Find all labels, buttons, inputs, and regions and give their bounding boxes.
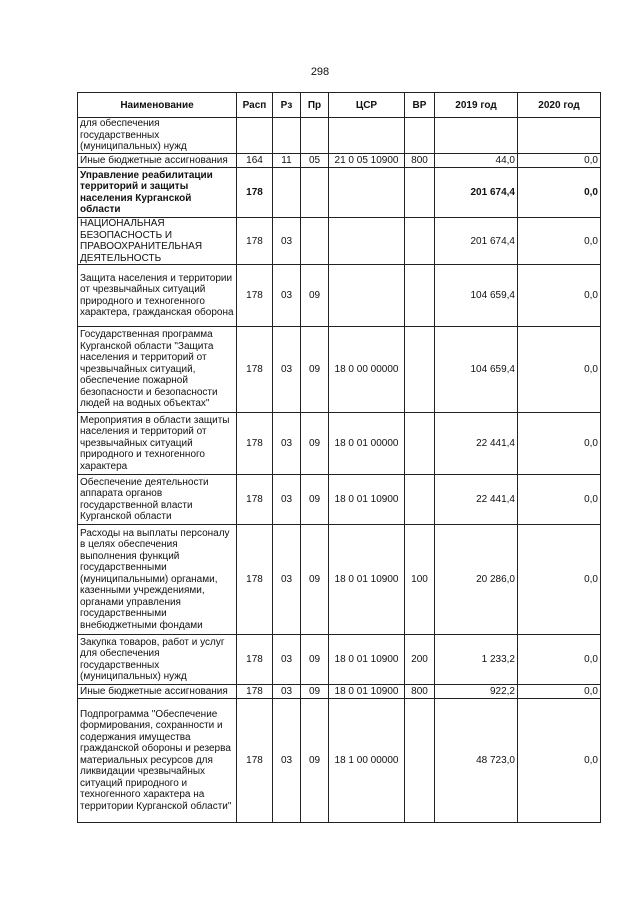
table-body (78, 118, 601, 823)
row-pr (301, 218, 329, 265)
header-pr: Пр (301, 93, 329, 118)
row-2019: 20 286,0 (435, 525, 518, 635)
row-pr: 09 (301, 413, 329, 475)
row-2020: 0,0 (518, 413, 601, 475)
row-rz: 03 (273, 413, 301, 475)
row-rasp: 178 (237, 327, 273, 413)
page-number: 298 (310, 66, 330, 78)
row-name: Защита населения и территории от чрезвычайных ситуаций природного и техногенного характера, гражданская оборона (78, 265, 237, 327)
row-pr: 09 (301, 699, 329, 823)
row-rasp: 178 (237, 265, 273, 327)
row-vr: 800 (405, 154, 435, 168)
row-name: Закупка товаров, работ и услуг для обеспечения государственных (муниципальных) нужд (78, 635, 237, 685)
table-row (78, 685, 601, 699)
row-2019: 201 674,4 (435, 218, 518, 265)
row-rz: 11 (273, 154, 301, 168)
row-csr: 18 0 00 00000 (329, 327, 405, 413)
table-row (78, 218, 601, 265)
row-rz: 03 (273, 635, 301, 685)
row-rz: 03 (273, 265, 301, 327)
row-rz (273, 118, 301, 154)
row-pr: 09 (301, 525, 329, 635)
row-name: Подпрограмма "Обеспечение формирования, сохранности и содержания имущества гражданской обороны и резерва материальных ресурсов для ликвидации чрезвычайных ситуаций природного и техногенного характера на территории Курганской области" (78, 699, 237, 823)
row-2020: 0,0 (518, 635, 601, 685)
header-2019: 2019 год (435, 93, 518, 118)
table-row (78, 475, 601, 525)
table-header-row (78, 93, 601, 118)
row-csr: 18 1 00 00000 (329, 699, 405, 823)
row-2020 (518, 118, 601, 154)
row-2019: 1 233,2 (435, 635, 518, 685)
row-2020: 0,0 (518, 265, 601, 327)
row-vr (405, 413, 435, 475)
header-name: Наименование (78, 93, 237, 118)
budget-table (77, 92, 601, 823)
row-vr (405, 327, 435, 413)
row-name: Государственная программа Курганской области "Защита населения и территорий от чрезвычайных ситуаций, обеспечение пожарной безопасности и безопасности людей на водных объектах" (78, 327, 237, 413)
table-row (78, 118, 601, 154)
row-2019: 44,0 (435, 154, 518, 168)
header-rasp: Расп (237, 93, 273, 118)
row-csr: 18 0 01 10900 (329, 685, 405, 699)
table-row (78, 635, 601, 685)
row-csr: 18 0 01 10900 (329, 525, 405, 635)
row-csr (329, 168, 405, 218)
row-2019: 22 441,4 (435, 413, 518, 475)
row-csr (329, 265, 405, 327)
row-name: Управление реабилитации территорий и защиты населения Курганской области (78, 168, 237, 218)
row-pr (301, 118, 329, 154)
row-name: Иные бюджетные ассигнования (78, 685, 237, 699)
row-2020: 0,0 (518, 699, 601, 823)
row-2020: 0,0 (518, 685, 601, 699)
row-pr: 09 (301, 475, 329, 525)
header-vr: ВР (405, 93, 435, 118)
row-2020: 0,0 (518, 218, 601, 265)
row-rasp: 178 (237, 218, 273, 265)
row-rasp: 178 (237, 525, 273, 635)
row-pr: 09 (301, 635, 329, 685)
row-2019: 201 674,4 (435, 168, 518, 218)
row-2019: 104 659,4 (435, 327, 518, 413)
row-2020: 0,0 (518, 168, 601, 218)
row-2019: 104 659,4 (435, 265, 518, 327)
row-vr (405, 265, 435, 327)
row-vr (405, 699, 435, 823)
row-csr: 18 0 01 10900 (329, 475, 405, 525)
row-csr (329, 218, 405, 265)
row-rz: 03 (273, 218, 301, 265)
table-row (78, 327, 601, 413)
row-vr: 200 (405, 635, 435, 685)
row-rz: 03 (273, 475, 301, 525)
table-row (78, 525, 601, 635)
row-2020: 0,0 (518, 154, 601, 168)
row-rz: 03 (273, 685, 301, 699)
row-csr (329, 118, 405, 154)
row-name: Расходы на выплаты персоналу в целях обеспечения выполнения функций государственными (муниципальными) органами, казенными учреждениями, органами управления государственными внебюджетными фондами (78, 525, 237, 635)
row-rasp: 164 (237, 154, 273, 168)
row-vr (405, 118, 435, 154)
row-2020: 0,0 (518, 327, 601, 413)
row-rz: 03 (273, 525, 301, 635)
row-rasp: 178 (237, 475, 273, 525)
row-rz: 03 (273, 699, 301, 823)
row-pr: 09 (301, 265, 329, 327)
row-pr (301, 168, 329, 218)
row-rasp: 178 (237, 635, 273, 685)
row-name: НАЦИОНАЛЬНАЯ БЕЗОПАСНОСТЬ И ПРАВООХРАНИТЕЛЬНАЯ ДЕЯТЕЛЬНОСТЬ (78, 218, 237, 265)
row-vr: 100 (405, 525, 435, 635)
row-csr: 18 0 01 00000 (329, 413, 405, 475)
row-2019: 922,2 (435, 685, 518, 699)
row-rasp: 178 (237, 699, 273, 823)
row-rz: 03 (273, 327, 301, 413)
table-row (78, 413, 601, 475)
row-rasp: 178 (237, 168, 273, 218)
row-csr: 21 0 05 10900 (329, 154, 405, 168)
row-2020: 0,0 (518, 475, 601, 525)
row-2019: 48 723,0 (435, 699, 518, 823)
row-rz (273, 168, 301, 218)
row-vr (405, 475, 435, 525)
row-name: Иные бюджетные ассигнования (78, 154, 237, 168)
row-csr: 18 0 01 10900 (329, 635, 405, 685)
table-row (78, 265, 601, 327)
row-2019: 22 441,4 (435, 475, 518, 525)
table-row (78, 154, 601, 168)
row-name: для обеспечения государственных (муниципальных) нужд (78, 118, 237, 154)
row-pr: 09 (301, 327, 329, 413)
row-rasp: 178 (237, 413, 273, 475)
header-csr: ЦСР (329, 93, 405, 118)
row-vr (405, 218, 435, 265)
row-pr: 05 (301, 154, 329, 168)
table-row (78, 168, 601, 218)
row-rasp: 178 (237, 685, 273, 699)
row-name: Мероприятия в области защиты населения и территорий от чрезвычайных ситуаций природного и техногенного характера (78, 413, 237, 475)
row-vr: 800 (405, 685, 435, 699)
row-name: Обеспечение деятельности аппарата органов государственной власти Курганской области (78, 475, 237, 525)
header-rz: Рз (273, 93, 301, 118)
row-pr: 09 (301, 685, 329, 699)
row-vr (405, 168, 435, 218)
table-row (78, 699, 601, 823)
row-rasp (237, 118, 273, 154)
row-2019 (435, 118, 518, 154)
header-2020: 2020 год (518, 93, 601, 118)
row-2020: 0,0 (518, 525, 601, 635)
